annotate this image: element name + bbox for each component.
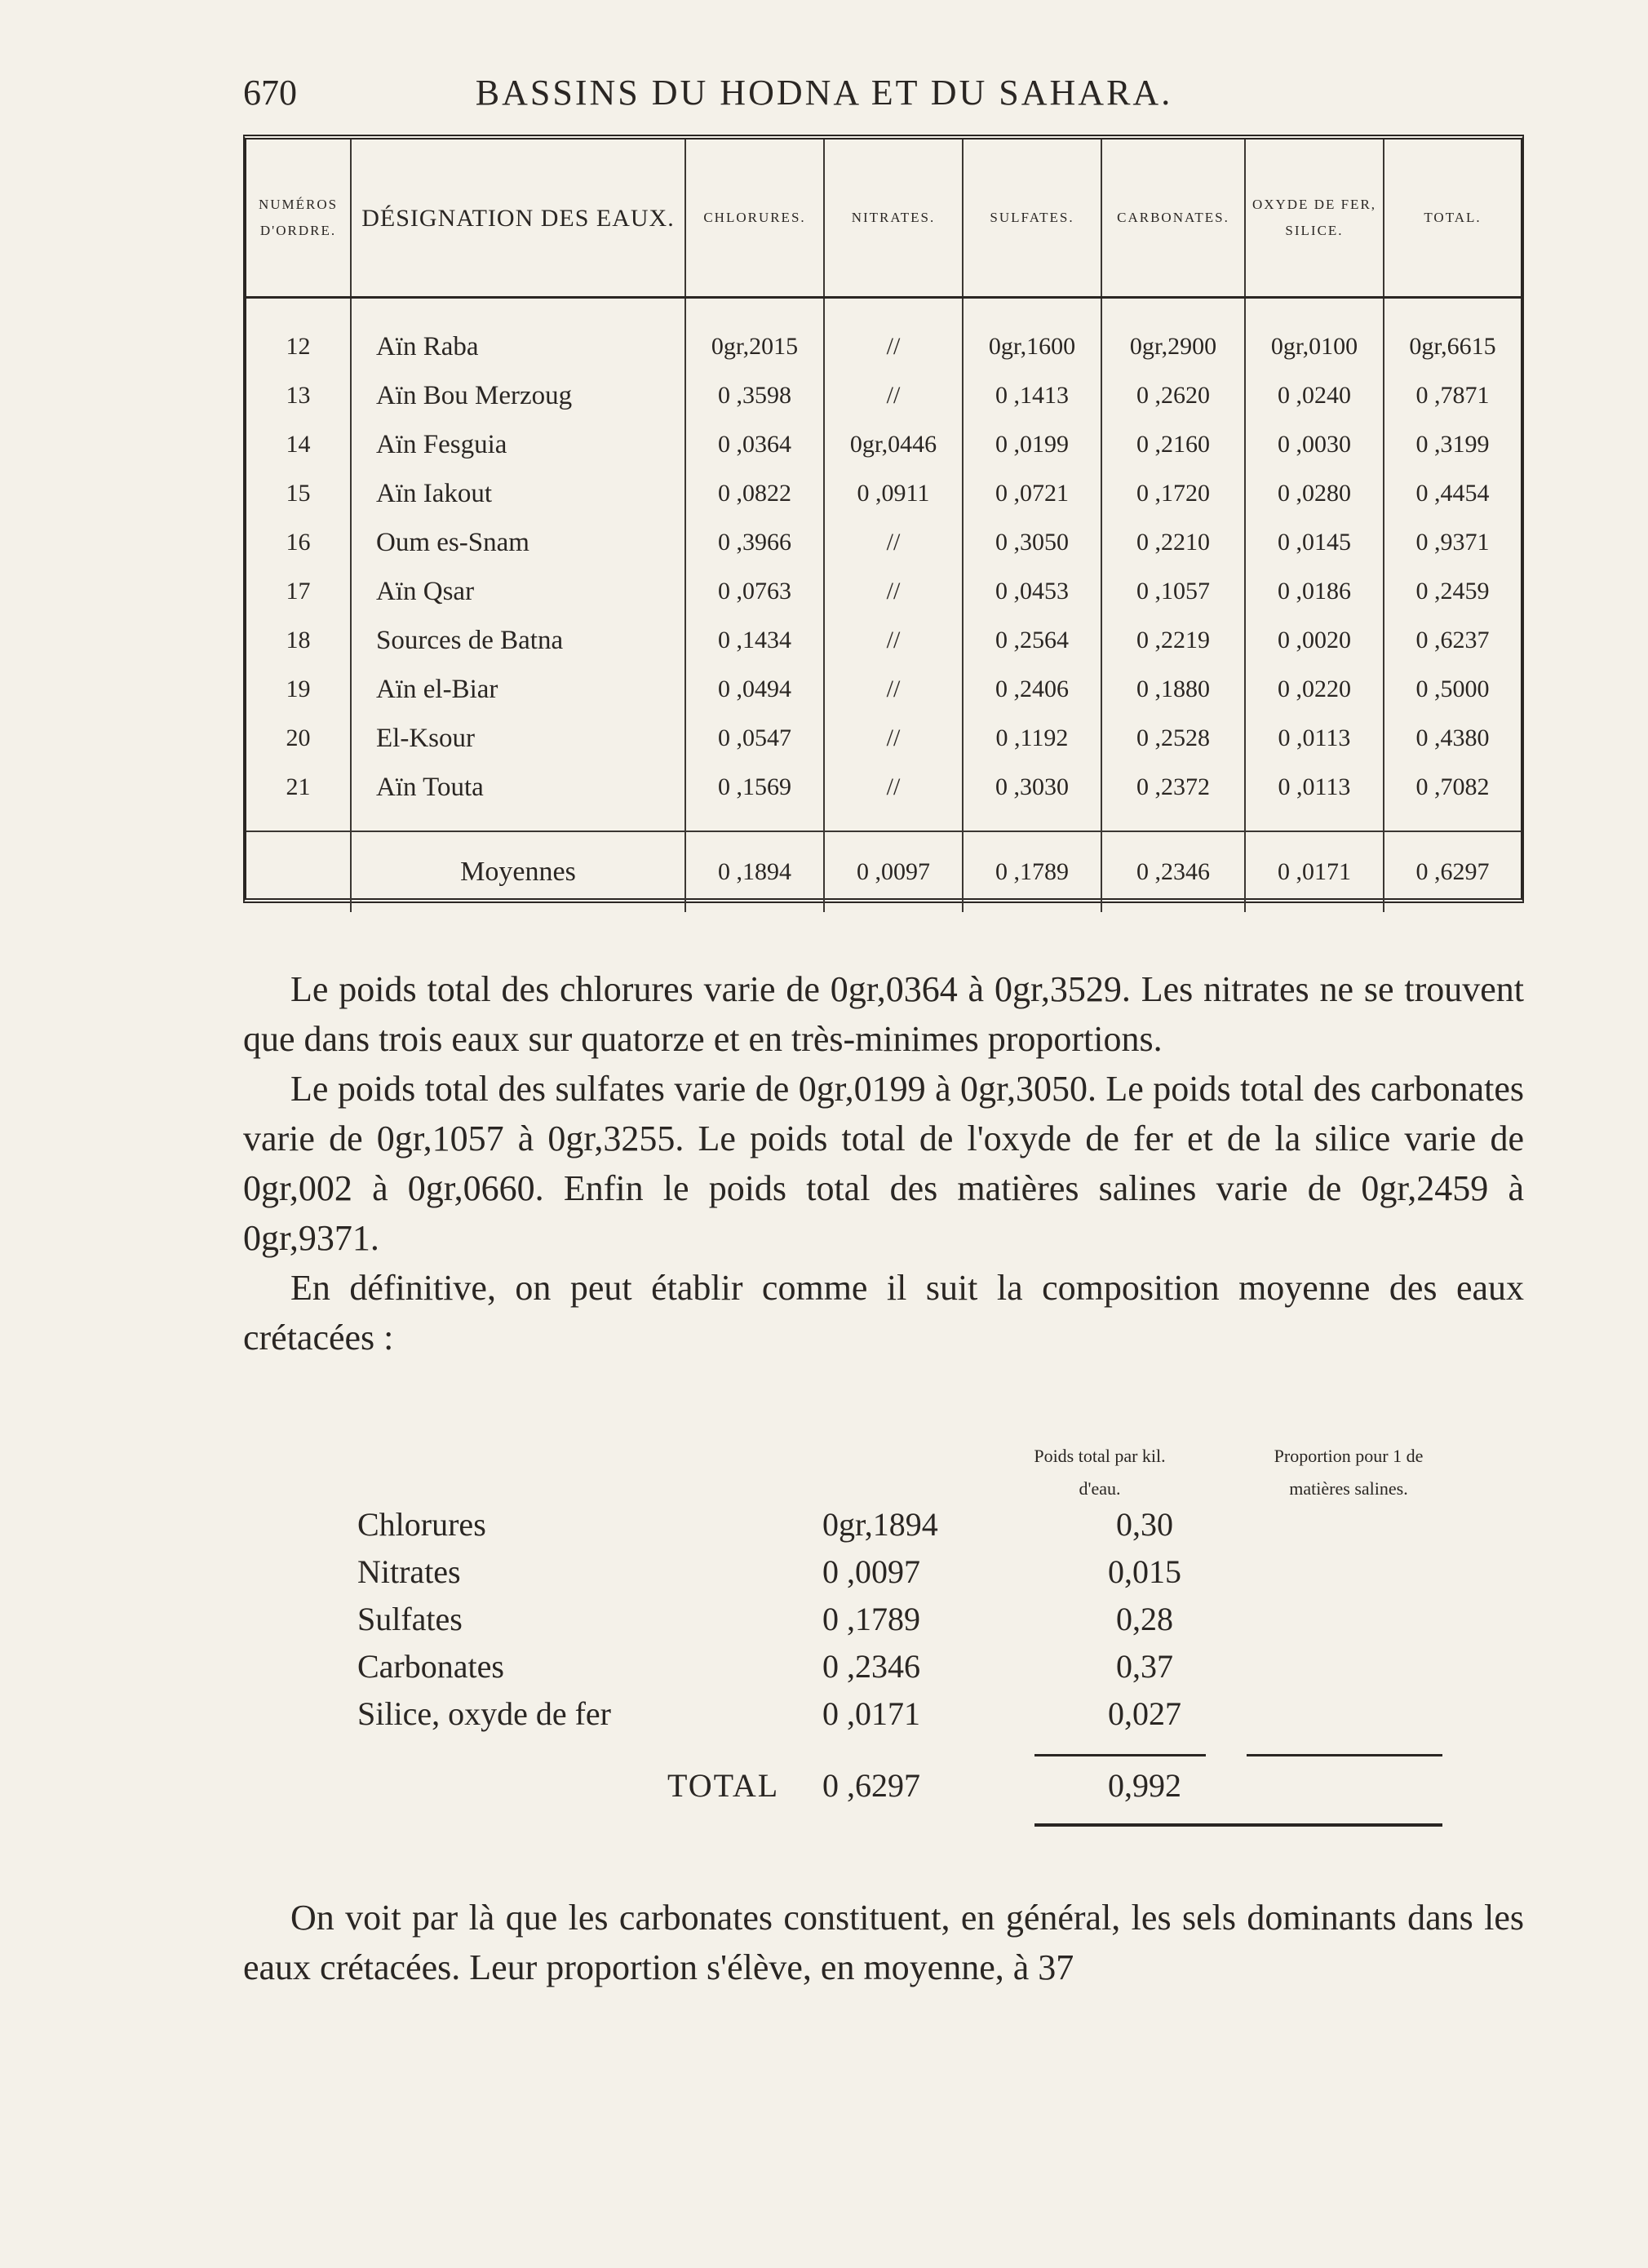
cell-sulfates: 0 ,1789	[963, 831, 1101, 912]
table-row	[246, 763, 1521, 831]
row-weight: 0gr,1894	[822, 1506, 938, 1543]
cell-total: 0 ,9371	[1415, 529, 1490, 556]
cell-nitrates: //	[824, 567, 963, 616]
paragraph-carbonates: On voit par là que les carbonates constituent, en général, les sels dominants dans les eaux crétacées. Leur proportion s'élève, en moyenne, à 37	[243, 1898, 1524, 1987]
table-row	[246, 371, 1521, 420]
mean-row	[246, 831, 1521, 912]
row-weight: 0 ,0171	[822, 1695, 920, 1732]
header-chlorures: CHLORURES.	[685, 140, 824, 298]
composition-total-row	[357, 1766, 1442, 1814]
cell-oxyde: 0gr,0100	[1245, 298, 1384, 372]
cell-carbonates: 0 ,2372	[1101, 763, 1245, 831]
cell-name: Aïn Iakout	[351, 469, 685, 518]
composition-row	[357, 1505, 1442, 1553]
cell-num: 20	[246, 714, 351, 763]
cell-oxyde: 0 ,0186	[1245, 567, 1384, 616]
cell-sulfates: 0 ,0453	[963, 567, 1101, 616]
total-weight: 0 ,6297	[822, 1767, 920, 1804]
cell-carbonates: 0 ,2219	[1101, 616, 1245, 665]
cell-total: 0 ,4380	[1415, 724, 1490, 751]
cell-num: 17	[246, 567, 351, 616]
sum-rule-proportion	[1247, 1754, 1442, 1756]
cell-chlorures: 0 ,3966	[685, 518, 824, 567]
cell-nitrates: //	[824, 763, 963, 831]
cell-sulfates: 0 ,2406	[963, 665, 1101, 714]
cell-oxyde: 0 ,0240	[1245, 371, 1384, 420]
cell-num: 15	[246, 469, 351, 518]
cell-total: 0 ,4454	[1415, 480, 1490, 507]
cell-nitrates: //	[824, 616, 963, 665]
cell-sulfates: 0gr,1600	[963, 298, 1101, 372]
cell-carbonates: 0 ,1720	[1101, 469, 1245, 518]
table-row	[246, 567, 1521, 616]
closing-paragraph	[243, 1893, 1524, 1992]
cell-carbonates: 0 ,1880	[1101, 665, 1245, 714]
running-title: BASSINS DU HODNA ET DU SAHARA.	[475, 73, 1173, 113]
cell-name: Aïn Touta	[351, 763, 685, 831]
cell-num: 16	[246, 518, 351, 567]
cell-oxyde: 0 ,0030	[1245, 420, 1384, 469]
row-proportion: 0,015	[1108, 1553, 1181, 1590]
cell-sulfates: 0 ,1192	[963, 714, 1101, 763]
cell-num-empty	[246, 831, 351, 912]
cell-total: 0 ,3199	[1415, 431, 1490, 458]
cell-total: 0 ,7871	[1415, 382, 1490, 409]
row-label: Sulfates	[357, 1601, 463, 1637]
table-row	[246, 469, 1521, 518]
cell-oxyde: 0 ,0171	[1245, 831, 1384, 912]
cell-carbonates: 0 ,2346	[1101, 831, 1245, 912]
table-row	[246, 714, 1521, 763]
cell-num: 21	[246, 763, 351, 831]
cell-chlorures: 0 ,1569	[685, 763, 824, 831]
page-header	[0, 72, 1648, 121]
body-paragraphs	[243, 964, 1524, 1362]
cell-chlorures: 0 ,1434	[685, 616, 824, 665]
row-proportion: 0,027	[1108, 1695, 1181, 1732]
cell-total: 0 ,2459	[1415, 578, 1490, 605]
cell-carbonates: 0 ,2210	[1101, 518, 1245, 567]
cell-chlorures: 0 ,3598	[685, 371, 824, 420]
cell-nitrates: //	[824, 665, 963, 714]
cell-name: El-Ksour	[351, 714, 685, 763]
bottom-rule	[1034, 1823, 1442, 1827]
cell-name: Aïn Bou Merzoug	[351, 371, 685, 420]
cell-nitrates: //	[824, 371, 963, 420]
row-label: Nitrates	[357, 1553, 461, 1590]
cell-sulfates: 0 ,0199	[963, 420, 1101, 469]
cell-nitrates: 0gr,0446	[824, 420, 963, 469]
total-label: TOTAL	[667, 1767, 780, 1804]
table-row	[246, 298, 1521, 372]
cell-chlorures: 0 ,0763	[685, 567, 824, 616]
cell-oxyde: 0 ,0113	[1245, 763, 1384, 831]
cell-total: 0 ,6297	[1384, 831, 1521, 912]
cell-total: 0gr,6615	[1409, 333, 1496, 360]
cell-nitrates: 0 ,0097	[824, 831, 963, 912]
analysis-table	[243, 135, 1524, 903]
header-sulfates: SULFATES.	[963, 140, 1101, 298]
cell-name: Aïn Fesguia	[351, 420, 685, 469]
cell-sulfates: 0 ,3030	[963, 763, 1101, 831]
cell-nitrates: //	[824, 714, 963, 763]
paragraph-sulfates: Le poids total des sulfates varie de 0gr,0199 à 0gr,3050. Le poids total des carbonates varie de 0gr,1057 à 0gr,3255. Le poids total de l'oxyde de fer et de la silice varie de 0gr,002 à 0gr,0660. Enfin le poids total des matières salines varie de 0gr,2459 à 0gr,9371.	[243, 1069, 1524, 1258]
cell-name: Aïn Raba	[351, 298, 685, 372]
row-proportion: 0,28	[1116, 1601, 1173, 1637]
row-weight: 0 ,1789	[822, 1601, 920, 1637]
cell-total: 0 ,7082	[1415, 773, 1490, 800]
cell-num: 18	[246, 616, 351, 665]
cell-chlorures: 0gr,2015	[685, 298, 824, 372]
row-label: Carbonates	[357, 1648, 504, 1685]
cell-name: Aïn Qsar	[351, 567, 685, 616]
cell-name: Sources de Batna	[351, 616, 685, 665]
cell-nitrates: //	[824, 518, 963, 567]
cell-chlorures: 0 ,1894	[685, 831, 824, 912]
header-total: TOTAL.	[1384, 140, 1521, 298]
total-proportion: 0,992	[1108, 1767, 1181, 1804]
cell-name: Aïn el-Biar	[351, 665, 685, 714]
header-designation: DÉSIGNATION DES EAUX.	[351, 140, 685, 298]
cell-chlorures: 0 ,0822	[685, 469, 824, 518]
cell-sulfates: 0 ,3050	[963, 518, 1101, 567]
cell-nitrates: //	[824, 298, 963, 372]
sum-rule-weight	[1034, 1754, 1206, 1756]
col-header-weight: Poids total par kil. d'eau.	[1034, 1446, 1166, 1499]
composition-row	[357, 1694, 1442, 1742]
cell-sulfates: 0 ,1413	[963, 371, 1101, 420]
composition-row	[357, 1600, 1442, 1647]
table-row	[246, 616, 1521, 665]
cell-carbonates: 0 ,2160	[1101, 420, 1245, 469]
header-nitrates: NITRATES.	[824, 140, 963, 298]
cell-carbonates: 0 ,2620	[1101, 371, 1245, 420]
cell-total: 0 ,5000	[1415, 676, 1490, 702]
table-row	[246, 518, 1521, 567]
paragraph-definitive: En définitive, on peut établir comme il suit la composition moyenne des eaux crétacées :	[243, 1268, 1524, 1358]
page-number: 670	[243, 73, 297, 113]
cell-chlorures: 0 ,0494	[685, 665, 824, 714]
row-label: Chlorures	[357, 1506, 486, 1543]
cell-num: 13	[246, 371, 351, 420]
paragraph-chlorures: Le poids total des chlorures varie de 0gr,0364 à 0gr,3529. Les nitrates ne se trouvent que dans trois eaux sur quatorze et en très-minimes proportions.	[243, 969, 1524, 1059]
table-row	[246, 420, 1521, 469]
table-header-row	[246, 140, 1521, 298]
cell-oxyde: 0 ,0220	[1245, 665, 1384, 714]
cell-carbonates: 0gr,2900	[1101, 298, 1245, 372]
cell-num: 12	[246, 298, 351, 372]
composition-table	[243, 1440, 1524, 1848]
composition-row	[357, 1647, 1442, 1694]
row-proportion: 0,30	[1116, 1506, 1173, 1543]
cell-chlorures: 0 ,0364	[685, 420, 824, 469]
composition-row	[357, 1553, 1442, 1600]
cell-oxyde: 0 ,0145	[1245, 518, 1384, 567]
cell-chlorures: 0 ,0547	[685, 714, 824, 763]
cell-carbonates: 0 ,1057	[1101, 567, 1245, 616]
cell-oxyde: 0 ,0020	[1245, 616, 1384, 665]
cell-sulfates: 0 ,0721	[963, 469, 1101, 518]
header-carbonates: CARBONATES.	[1101, 140, 1245, 298]
cell-sulfates: 0 ,2564	[963, 616, 1101, 665]
header-numero: NUMÉROS D'ORDRE.	[246, 140, 351, 298]
cell-num: 19	[246, 665, 351, 714]
cell-total: 0 ,6237	[1415, 627, 1490, 653]
row-weight: 0 ,0097	[822, 1553, 920, 1590]
cell-oxyde: 0 ,0113	[1245, 714, 1384, 763]
table-row	[246, 665, 1521, 714]
cell-name: Oum es-Snam	[351, 518, 685, 567]
cell-nitrates: 0 ,0911	[824, 469, 963, 518]
cell-mean-label: Moyennes	[351, 831, 685, 912]
header-oxyde: OXYDE DE FER, SILICE.	[1245, 140, 1384, 298]
cell-carbonates: 0 ,2528	[1101, 714, 1245, 763]
cell-oxyde: 0 ,0280	[1245, 469, 1384, 518]
row-proportion: 0,37	[1116, 1648, 1173, 1685]
row-weight: 0 ,2346	[822, 1648, 920, 1685]
col-header-proportion: Proportion pour 1 de matières salines.	[1274, 1446, 1424, 1499]
cell-num: 14	[246, 420, 351, 469]
row-label: Silice, oxyde de fer	[357, 1695, 611, 1732]
